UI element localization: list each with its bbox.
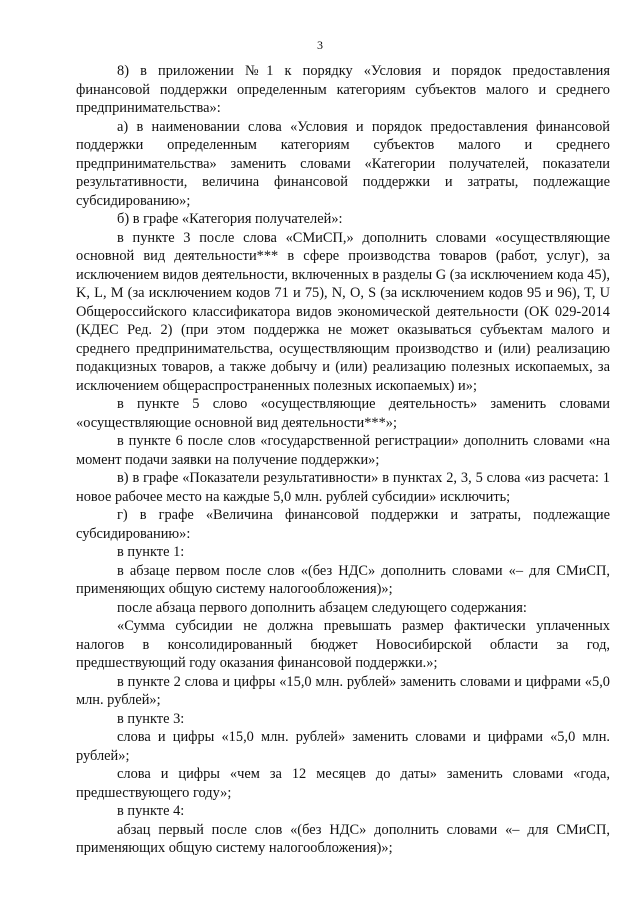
paragraph-words-12months: слова и цифры «чем за 12 месяцев до даты» заменить словами «года, предшествующего году»; — [76, 766, 610, 801]
paragraph-add-abzac: после абзаца первого дополнить абзацем следующего содержания: — [117, 599, 527, 616]
paragraph-in-point-4: в пункте 4: — [117, 803, 185, 819]
paragraph-abzac-first-point-4: абзац первый после слов «(без НДС» дополнить словами «– для СМиСП, применяющих общую систему налогообложения)»; — [76, 821, 610, 856]
paragraph-in-point-1: в пункте 1: — [117, 544, 185, 560]
paragraph-item-8-appendix: 8) в приложении №1 к порядку «Условия и порядок предоставления финансовой поддержки определенным категориям субъектов малого и среднего предпринимательства»: — [76, 63, 610, 116]
paragraph-point-3: в пункте 3 после слова «СМиСП,» дополнить словами «осуществляющие основной вид деятельности*** в сфере производства товаров (работ, услуг), за исключением видов деятельности, включенных в разделы G (за исключением кода 45), K, L, M (за исключением кодов 71 и 75), N, O, S (за исключением кодов 95 и 96), T, U Общероссийского классификатора видов экономической деятельности (ОК 029-2014 (КДЕС Ред. 2) (при этом поддержка не может оказываться субъектам малого и среднего предпринимательства, осуществляющим производство и (или) реализацию подакцизных товаров, а также добычу и (или) реализацию полезных ископаемых, за исключением общераспространенных полезных ископаемых) и»; — [76, 229, 610, 394]
paragraph-in-point-3: в пункте 3: — [117, 710, 185, 727]
paragraph-subitem-b: б) в графе «Категория получателей»: — [117, 211, 343, 227]
paragraph-subitem-g: г) в графе «Величина финансовой поддержки и затраты, подлежащие субсидированию»: — [76, 507, 610, 542]
paragraph-point-6: в пункте 6 после слов «государственной регистрации» дополнить словами «на момент подачи заявки на получение поддержки»; — [76, 433, 610, 468]
paragraph-point-5: в пункте 5 слово «осуществляющие деятельность» заменить словами «осуществляющие основной вид деятельности***»; — [76, 396, 610, 431]
document-body — [76, 62, 610, 858]
page-number: 3 — [317, 38, 323, 52]
paragraph-quote-subsidy: «Сумма субсидии не должна превышать размер фактически уплаченных налогов в консолидированный бюджет Новосибирской области за год, предшествующий году оказания финансовой поддержки.»; — [76, 618, 610, 671]
paragraph-words-15mln: слова и цифры «15,0 млн. рублей» заменить словами и цифрами «5,0 млн. рублей»; — [76, 729, 610, 764]
paragraph-subitem-a: а) в наименовании слова «Условия и порядок предоставления финансовой поддержки определенным категориям субъектов малого и среднего предпринимательства» заменить словами «Категории получателей, показатели результативности, величина финансовой поддержки и затраты, подлежащие субсидированию»; — [76, 118, 610, 209]
paragraph-point-2: в пункте 2 слова и цифры «15,0 млн. рублей» заменить словами и цифрами «5,0 млн. рублей»; — [76, 673, 610, 708]
paragraph-first-abzac: в абзаце первом после слов «(без НДС» дополнить словами «– для СМиСП, применяющих общую систему налогообложения)»; — [76, 562, 610, 597]
paragraph-subitem-v: в) в графе «Показатели результативности» в пунктах 2, 3, 5 слова «из расчета: 1 новое рабочее место на каждые 5,0 млн. рублей субсидии» исключить; — [76, 470, 610, 505]
